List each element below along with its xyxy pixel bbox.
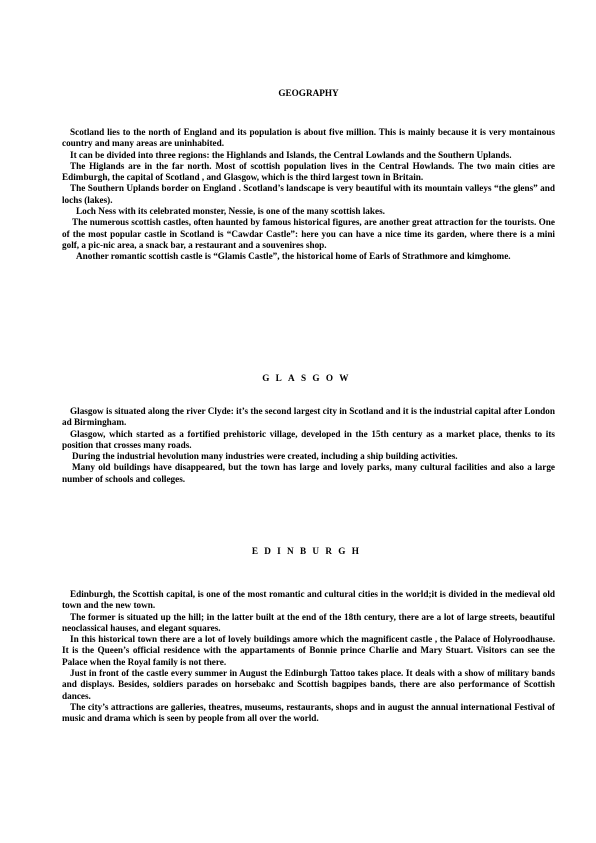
edinburgh-paragraph: In this historical town there are a lot of lovely buildings amore which the magnificent castle , the Palace of Holyroodhause. It is the Queen’s official residence with the appartaments of Bonnie prince Charlie and Mary Stuart. Visitors can see the Palace when the Royal family is not there. [62,634,555,667]
edinburgh-paragraph: The former is situated up the hill; in the latter built at the end of the 18th century, there are a lot of large streets, beautiful neoclassical hauses, and elegant squares. [62,611,555,633]
edinburgh-paragraph: The city’s attractions are galleries, theatres, museums, restaurants, shops and in august the annual international Festival of music and drama which is seen by people from all over the world. [62,701,555,724]
geography-paragraph: The Southern Uplands border on England . Scotland’s landscape is very beautiful with its mountain valleys “the glens” and lochs (lakes). [62,183,555,205]
geography-paragraph: The Higlands are in the far north. Most of scottish population lives in the Central Howlands. The two main cities are Edimburgh, the capital of Scotland , and Glasgow, which is the third largest town in Britain. [62,160,555,183]
geography-section [62,127,555,263]
geography-paragraph: Loch Ness with its celebrated monster, Nessie, is one of the many scottish lakes. [76,206,385,217]
geography-paragraph: The numerous scottish castles, often haunted by famous historical figures, are another great attraction for the tourists. One of the most popular castle in Scotland is “Cawdar Castle”: here you can have a nice time its garden, where there is a mini golf, a pic-nic area, a snack bar, a restaurant and a souvenires shop. [62,217,555,250]
glasgow-heading: GLASGOW [262,373,355,383]
glasgow-section [62,406,555,485]
glasgow-paragraph: Glasgow, which started as a fortified prehistoric village, developed in the 15th century as a market place, thenks to its position that crosses many roads. [62,428,555,450]
glasgow-paragraph: During the industrial hevolution many industries were created, including a ship building activities. [72,451,458,462]
geography-paragraph: It can be divided into three regions: the Highlands and Islands, the Central Lowlands and the Southern Uplands. [70,149,512,160]
edinburgh-paragraph: Edinburgh, the Scottish capital, is one of the most romantic and cultural cities in the world;it is divided in the medieval old town and the new town. [62,589,555,611]
edinburgh-paragraph: Just in front of the castle every summer in August the Edinburgh Tattoo takes place. It deals with a show of military bands and displays. Besides, soldiers parades on horsebakc and Scottish bagpipes bands, there are also performance of Scottish dances. [62,668,555,701]
geography-heading: GEOGRAPHY [278,88,339,98]
geography-paragraph: Scotland lies to the north of England and its population is about five million. This is mainly because it is very montainous country and many areas are uninhabited. [62,127,555,149]
glasgow-paragraph: Glasgow is situated along the river Clyde: it’s the second largest city in Scotland and it is the industrial capital after London ad Birmingham. [62,406,555,428]
edinburgh-heading: EDINBURGH [251,546,366,556]
glasgow-paragraph: Many old buildings have disappeared, but the town has large and lovely parks, many cultural facilities and also a large number of schools and colleges. [62,462,555,484]
edinburgh-section [62,589,555,725]
geography-paragraph: Another romantic scottish castle is “Glamis Castle”, the historical home of Earls of Strathmore and kimghome. [76,251,511,262]
